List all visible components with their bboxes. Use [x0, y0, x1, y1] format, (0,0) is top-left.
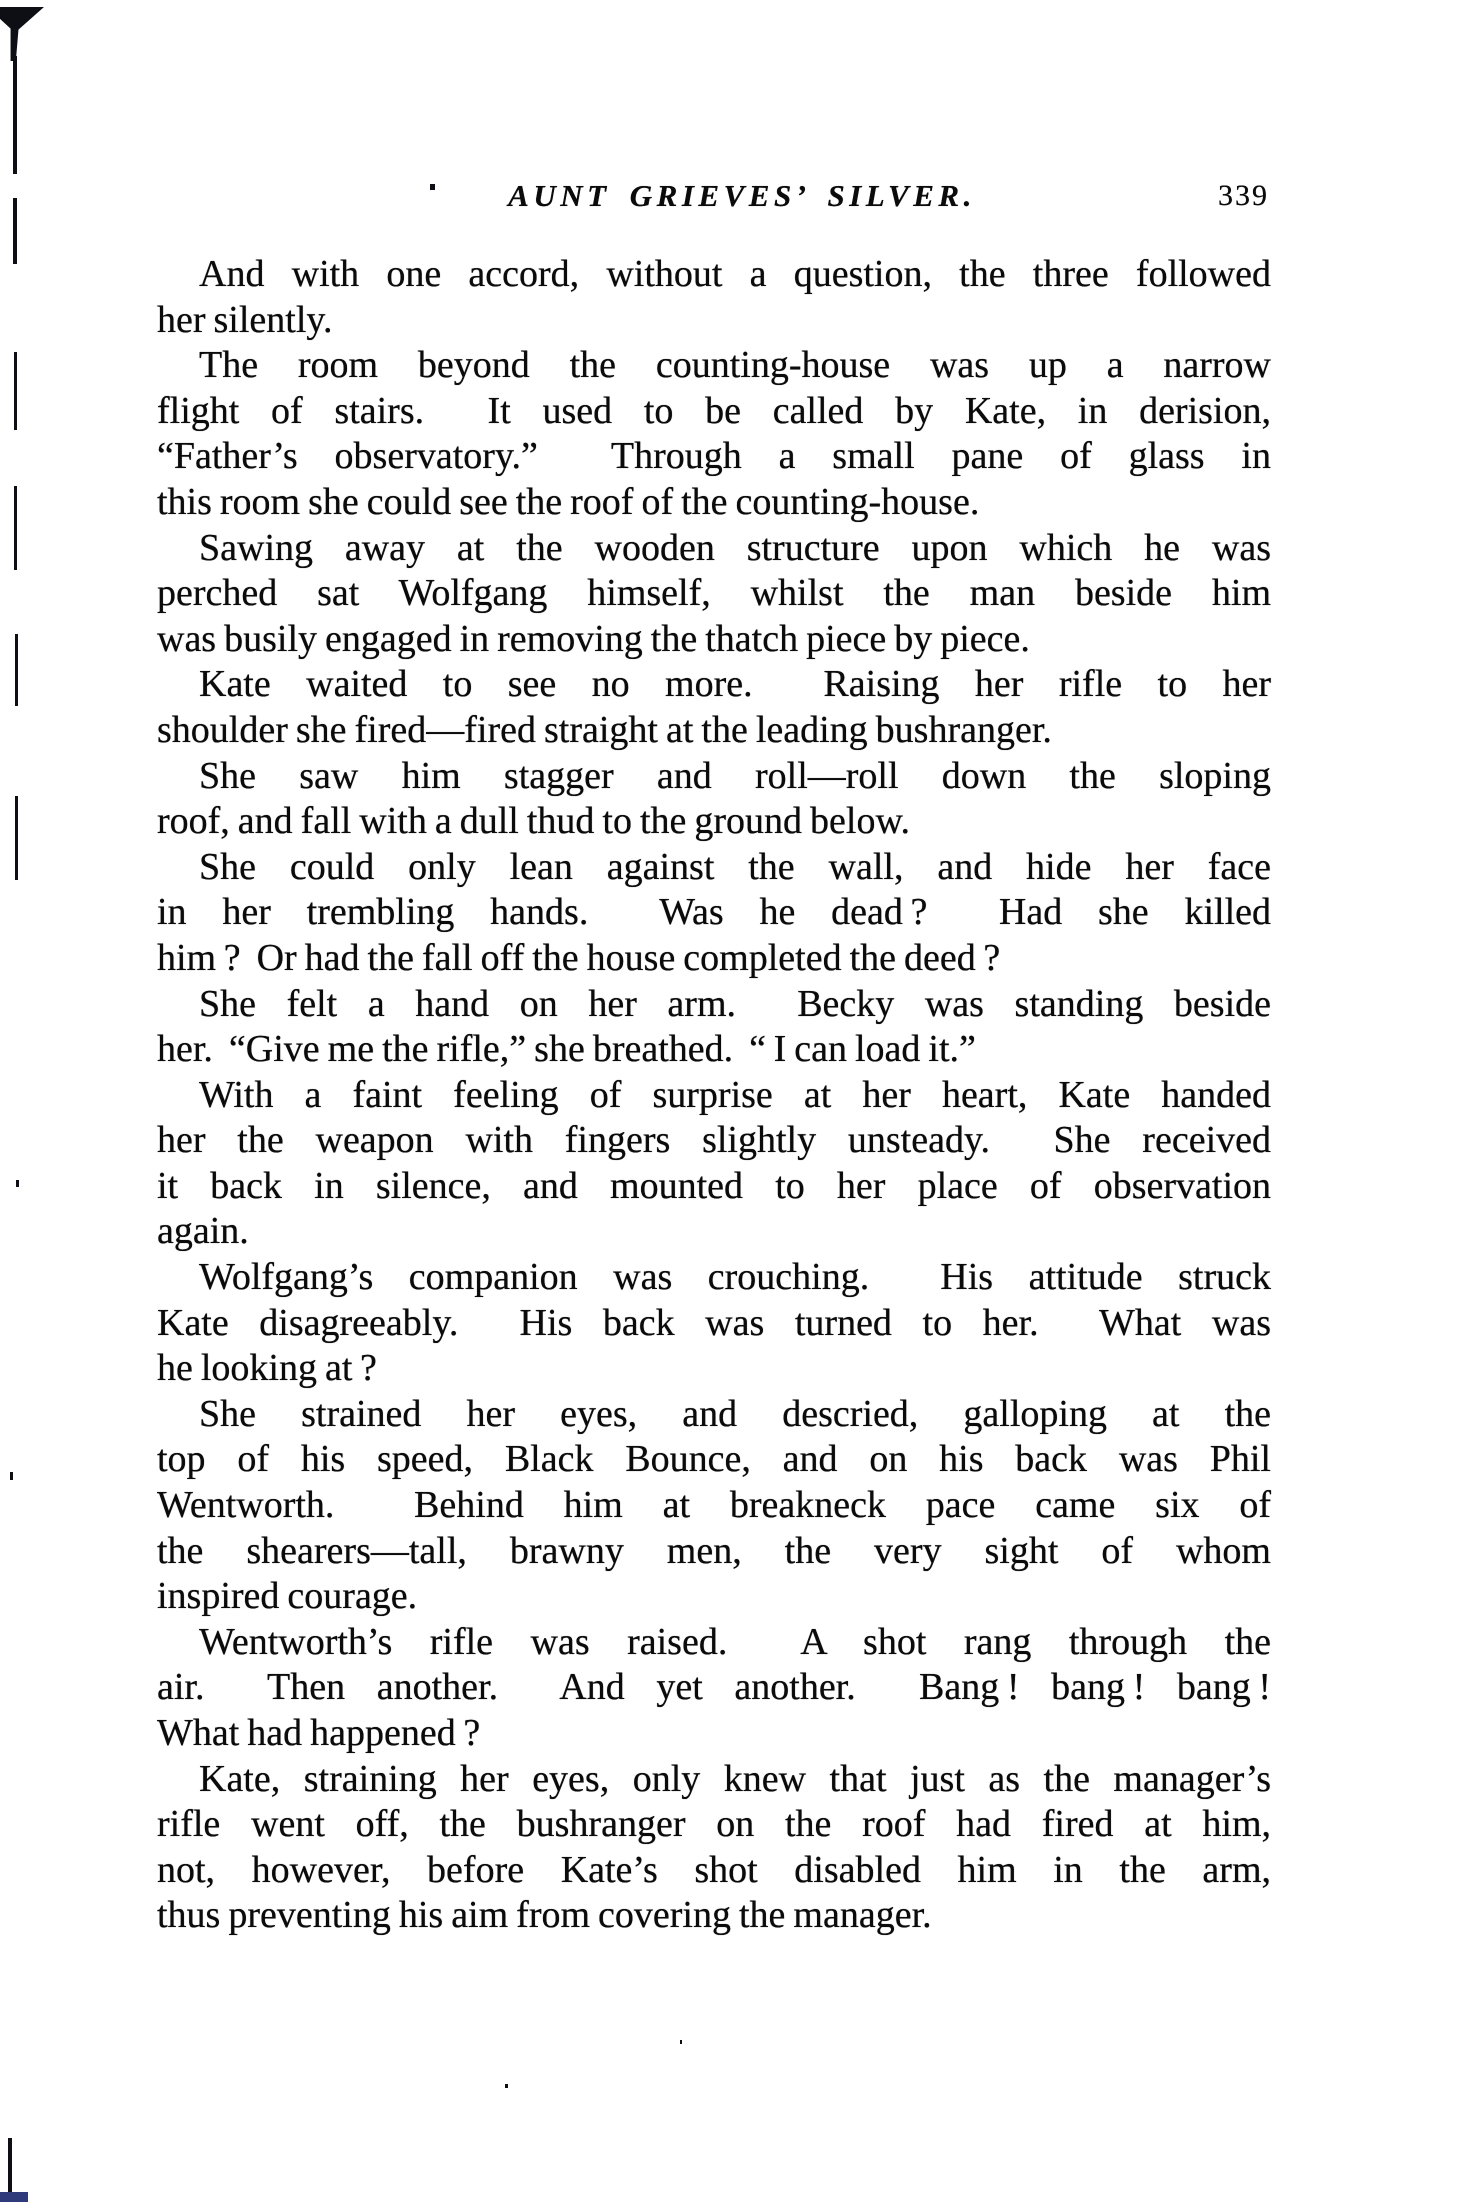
scan-artifact	[16, 1180, 19, 1187]
text-line: the shearers—tall, brawny men, the very sight of whom	[157, 1529, 1271, 1572]
scan-artifact	[13, 198, 17, 264]
scan-artifact	[8, 2138, 12, 2196]
text-line: And with one accord, without a question, the three followed	[199, 253, 1271, 295]
paragraph	[157, 1073, 1271, 1255]
scan-artifact	[15, 634, 18, 706]
paragraph	[157, 845, 1271, 982]
page-header	[157, 178, 1271, 222]
scan-artifact	[14, 352, 17, 430]
text-line: her. “Give me the rifle,” she breathed. “ I can load it.”	[157, 1028, 976, 1071]
text-line: thus preventing his aim from covering the manager.	[157, 1894, 932, 1937]
text-line: She saw him stagger and roll—roll down the sloping	[199, 754, 1271, 797]
text-line: it back in silence, and mounted to her place of observation	[157, 1164, 1271, 1207]
paragraph	[157, 1392, 1271, 1620]
paragraph	[157, 1255, 1271, 1392]
text-line: The room beyond the counting-house was up a narrow	[199, 344, 1271, 387]
running-title: AUNT GRIEVES’ SILVER.	[508, 178, 976, 213]
page-body	[157, 252, 1271, 1939]
text-line: top of his speed, Black Bounce, and on his back was Phil	[157, 1438, 1271, 1481]
text-line: this room she could see the roof of the counting-house.	[157, 480, 980, 523]
text-line: flight of stairs. It used to be called by Kate, in derision,	[157, 389, 1271, 432]
text-line: he looking at ?	[157, 1347, 377, 1390]
text-line: What had happened ?	[157, 1712, 481, 1754]
paragraph	[157, 252, 1271, 343]
text-line: her silently.	[157, 298, 333, 341]
paragraph	[157, 1757, 1271, 1939]
text-line: again.	[157, 1210, 249, 1253]
text-line: Wentworth. Behind him at breakneck pace came six of	[157, 1484, 1271, 1527]
text-line: Kate, straining her eyes, only knew that just as the manager’s	[199, 1757, 1271, 1800]
text-line: She strained her eyes, and descried, galloping at the	[199, 1392, 1271, 1435]
text-line: She could only lean against the wall, and hide her face	[199, 845, 1271, 888]
page-number: 339	[1218, 179, 1269, 212]
scan-artifact	[15, 796, 18, 880]
text-line: “Father’s observatory.” Through a small pane of glass in	[157, 435, 1271, 478]
text-line: Kate waited to see no more. Raising her rifle to her	[199, 663, 1271, 706]
scan-artifact	[10, 1472, 13, 1480]
text-line: With a faint feeling of surprise at her heart, Kate handed	[199, 1073, 1271, 1116]
scan-artifact	[0, 7, 44, 61]
text-line: him ? Or had the fall off the house completed the deed ?	[157, 936, 1001, 979]
text-line: perched sat Wolfgang himself, whilst the man beside him	[157, 572, 1271, 615]
paragraph	[157, 982, 1271, 1073]
text-line: inspired courage.	[157, 1575, 418, 1618]
text-line: her the weapon with fingers slightly unsteady. She received	[157, 1119, 1271, 1162]
text-line: Wentworth’s rifle was raised. A shot rang through the	[199, 1620, 1271, 1663]
scan-artifact	[680, 2040, 682, 2044]
scan-artifact	[505, 2084, 508, 2088]
scan-artifact	[0, 2192, 28, 2202]
text-line: Kate disagreeably. His back was turned to her. What was	[157, 1301, 1271, 1344]
paragraph	[157, 526, 1271, 663]
text-line: shoulder she fired—fired straight at the leading bushranger.	[157, 708, 1052, 751]
paragraph	[157, 754, 1271, 845]
text-line: Sawing away at the wooden structure upon which he was	[199, 526, 1271, 569]
paragraph	[157, 662, 1271, 753]
text-line: air. Then another. And yet another. Bang ! bang ! bang !	[157, 1666, 1271, 1709]
paragraph	[157, 1620, 1271, 1757]
scan-artifact	[13, 56, 17, 174]
text-line: was busily engaged in removing the thatch piece by piece.	[157, 617, 1030, 660]
text-line: in her trembling hands. Was he dead ? Had she killed	[157, 891, 1271, 934]
scan-artifact	[14, 486, 17, 570]
text-line: Wolfgang’s companion was crouching. His attitude struck	[199, 1256, 1271, 1299]
paragraph	[157, 343, 1271, 525]
text-line: not, however, before Kate’s shot disabled him in the arm,	[157, 1848, 1271, 1891]
text-line: She felt a hand on her arm. Becky was standing beside	[199, 982, 1271, 1025]
text-line: roof, and fall with a dull thud to the ground below.	[157, 800, 910, 843]
text-line: rifle went off, the bushranger on the roof had fired at him,	[157, 1803, 1271, 1846]
